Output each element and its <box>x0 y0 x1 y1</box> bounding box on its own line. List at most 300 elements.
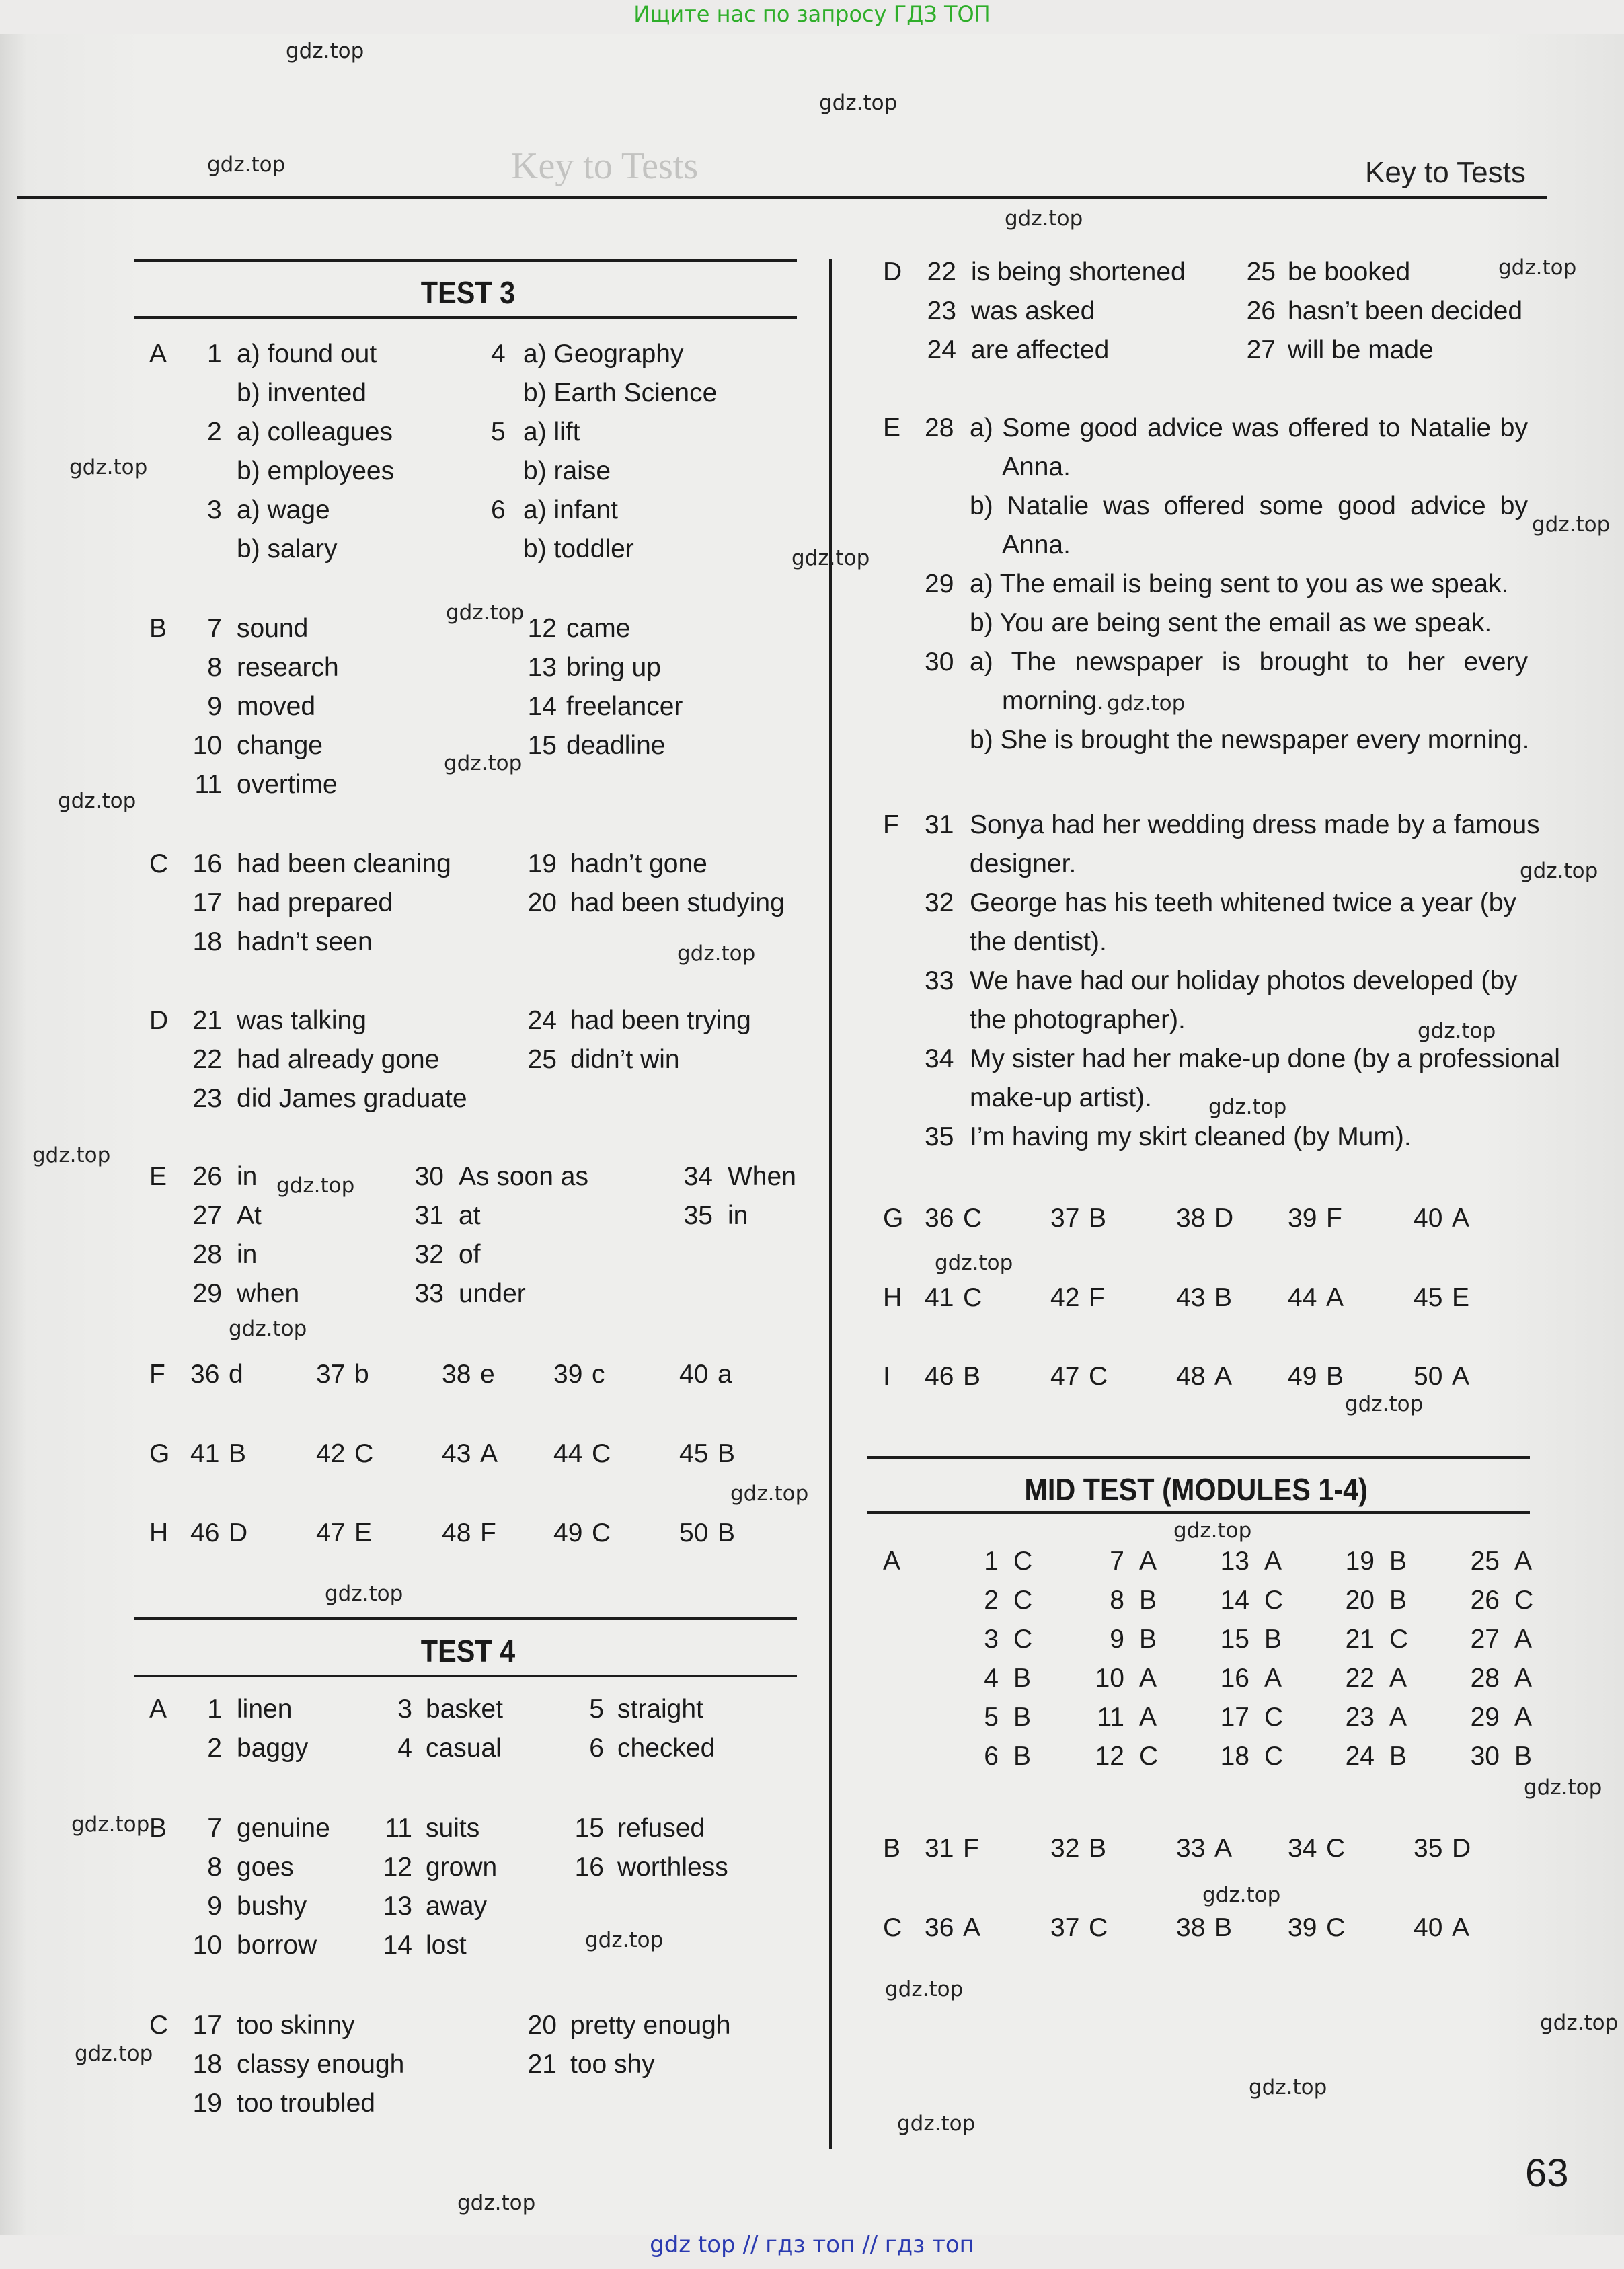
answer-text: When <box>728 1162 796 1191</box>
watermark-link: gdz.top <box>1524 1775 1602 1800</box>
item-number: 30 <box>414 1162 444 1191</box>
answer-text: B <box>1326 1362 1344 1391</box>
answer-text: c <box>592 1360 605 1389</box>
watermark-link: gdz.top <box>286 39 364 63</box>
item-number: 19 <box>192 2089 222 2118</box>
item-number: 11 <box>1097 1703 1124 1732</box>
answer-text: A <box>1264 1664 1282 1693</box>
answer-text: Anna. <box>1002 453 1071 482</box>
item-number: 49 <box>1288 1362 1317 1391</box>
section-label: F <box>883 810 899 839</box>
item-number: 24 <box>1345 1742 1375 1771</box>
item-number: 13 <box>383 1892 412 1921</box>
section-label: G <box>883 1204 904 1233</box>
answer-text: C <box>1264 1586 1284 1615</box>
answer-text: B <box>1214 1913 1233 1942</box>
answer-text: a) colleagues <box>237 418 393 447</box>
answer-text: b) salary <box>237 535 338 564</box>
item-number: 30 <box>925 648 954 677</box>
item-number: 45 <box>1414 1283 1443 1312</box>
test4-top-rule <box>134 1617 797 1620</box>
item-number: 43 <box>442 1439 471 1468</box>
answer-text: deadline <box>566 731 666 760</box>
item-number: 28 <box>925 414 954 443</box>
answer-text: had prepared <box>237 888 393 917</box>
answer-text: A <box>1389 1703 1407 1732</box>
answer-text: in <box>237 1162 258 1191</box>
item-number: 28 <box>1470 1664 1500 1693</box>
answer-text: b) invented <box>237 379 366 408</box>
watermark-link: gdz.top <box>1107 691 1186 716</box>
test3-bottom-rule <box>134 316 797 319</box>
answer-text: A <box>1139 1664 1157 1693</box>
watermark-link: gdz.top <box>585 1928 664 1952</box>
section-label: D <box>883 258 902 286</box>
item-number: 29 <box>192 1279 222 1308</box>
section-label: C <box>883 1913 902 1942</box>
test4-bottom-rule <box>134 1675 797 1677</box>
answer-text: is being shortened <box>971 258 1186 286</box>
item-number: 18 <box>192 2050 222 2079</box>
section-label: C <box>149 849 169 878</box>
answer-text: are affected <box>971 336 1110 364</box>
watermark-link: gdz.top <box>69 455 148 479</box>
watermark-link: gdz.top <box>229 1317 307 1341</box>
answer-text: refused <box>617 1814 705 1843</box>
answer-text: B <box>1013 1742 1032 1771</box>
answer-text: B <box>1514 1742 1533 1771</box>
item-number: 50 <box>1414 1362 1443 1391</box>
answer-text: a) infant <box>523 496 618 525</box>
item-number: 9 <box>1110 1625 1124 1654</box>
column-divider <box>829 259 832 2149</box>
item-number: 41 <box>925 1283 954 1312</box>
watermark-link: gdz.top <box>1208 1095 1287 1119</box>
section-label: I <box>883 1362 890 1391</box>
answer-text: be booked <box>1288 258 1411 286</box>
item-number: 19 <box>1345 1547 1375 1576</box>
answer-text: D <box>1452 1834 1471 1863</box>
item-number: 1 <box>984 1547 999 1576</box>
answer-text: B <box>718 1518 736 1547</box>
item-number: 12 <box>383 1853 412 1882</box>
section-label: A <box>149 1695 167 1724</box>
answer-text: George has his teeth whitened twice a year (by <box>970 888 1516 917</box>
item-number: 33 <box>925 966 954 995</box>
item-number: 31 <box>925 810 954 839</box>
item-number: 4 <box>984 1664 999 1693</box>
section-label: E <box>149 1162 167 1191</box>
item-number: 36 <box>190 1360 220 1389</box>
item-number: 13 <box>1220 1547 1249 1576</box>
section-label: G <box>149 1439 170 1468</box>
answer-text: hadn’t seen <box>237 927 373 956</box>
answer-text: A <box>1214 1362 1233 1391</box>
watermark-link: gdz.top <box>457 2191 536 2215</box>
item-number: 22 <box>927 258 956 286</box>
item-number: 20 <box>1345 1586 1375 1615</box>
item-number: 2 <box>207 418 222 447</box>
item-number: 43 <box>1176 1283 1206 1312</box>
answer-text: linen <box>237 1695 293 1724</box>
item-number: 21 <box>192 1006 222 1035</box>
answer-text: C <box>1139 1742 1159 1771</box>
item-number: 47 <box>1050 1362 1080 1391</box>
answer-text: freelancer <box>566 692 683 721</box>
answer-text: At <box>237 1201 262 1230</box>
section-label: B <box>883 1834 901 1863</box>
answer-text: B <box>718 1439 736 1468</box>
item-number: 6 <box>589 1734 604 1763</box>
item-number: 16 <box>574 1853 604 1882</box>
answer-text: b) employees <box>237 457 395 486</box>
answer-text: My sister had her make-up done (by a professional <box>970 1044 1560 1073</box>
item-number: 1 <box>207 1695 222 1724</box>
answer-text: F <box>480 1518 496 1547</box>
answer-text: B <box>1013 1703 1032 1732</box>
watermark-link: gdz.top <box>444 751 523 775</box>
item-number: 46 <box>925 1362 954 1391</box>
answer-text: B <box>1089 1834 1107 1863</box>
watermark-link: gdz.top <box>1249 2075 1327 2100</box>
item-number: 20 <box>527 2011 557 2040</box>
answer-text: B <box>963 1362 981 1391</box>
answer-text: goes <box>237 1853 294 1882</box>
ghost-text: Key to Tests <box>511 145 699 187</box>
answer-text: moved <box>237 692 316 721</box>
item-number: 44 <box>553 1439 583 1468</box>
answer-text: b <box>354 1360 369 1389</box>
answer-text: E <box>1452 1283 1470 1312</box>
item-number: 33 <box>1176 1834 1206 1863</box>
item-number: 40 <box>1414 1913 1443 1942</box>
section-label: A <box>149 340 167 369</box>
section-label: B <box>149 1814 167 1843</box>
answer-text: straight <box>617 1695 703 1724</box>
answer-text: lost <box>426 1931 467 1960</box>
answer-text: a) Some good advice was offered to Natalie by <box>970 414 1528 443</box>
answer-text: research <box>237 653 339 682</box>
item-number: 11 <box>194 770 222 799</box>
item-number: 44 <box>1288 1283 1317 1312</box>
answer-text: Anna. <box>1002 531 1071 560</box>
answer-text: b) Earth Science <box>523 379 718 408</box>
answer-text: pretty enough <box>570 2011 731 2040</box>
answer-text: A <box>1326 1283 1344 1312</box>
watermark-link: gdz.top <box>677 941 756 966</box>
section-label: B <box>149 614 167 643</box>
answer-text: at <box>459 1201 481 1230</box>
answer-text: As soon as <box>459 1162 588 1191</box>
item-number: 1 <box>207 340 222 369</box>
item-number: 34 <box>683 1162 713 1191</box>
answer-text: had been trying <box>570 1006 751 1035</box>
answer-text: D <box>1214 1204 1234 1233</box>
answer-text: A <box>1389 1664 1407 1693</box>
answer-text: a) The email is being sent to you as we speak. <box>970 570 1509 599</box>
item-number: 8 <box>207 1853 222 1882</box>
item-number: 8 <box>1110 1586 1124 1615</box>
answer-text: A <box>1139 1547 1157 1576</box>
answer-text: C <box>963 1204 982 1233</box>
midtest-title: MID TEST (MODULES 1-4) <box>1024 1472 1368 1507</box>
item-number: 37 <box>1050 1913 1080 1942</box>
item-number: 10 <box>192 731 222 760</box>
answer-text: genuine <box>237 1814 330 1843</box>
item-number: 7 <box>1110 1547 1124 1576</box>
item-number: 39 <box>1288 1913 1317 1942</box>
answer-text: baggy <box>237 1734 309 1763</box>
watermark-link: gdz.top <box>1532 512 1611 537</box>
item-number: 27 <box>192 1201 222 1230</box>
item-number: 9 <box>207 692 222 721</box>
item-number: 14 <box>383 1931 412 1960</box>
item-number: 12 <box>527 614 557 643</box>
item-number: 36 <box>925 1913 954 1942</box>
answer-text: F <box>1089 1283 1105 1312</box>
item-number: 6 <box>984 1742 999 1771</box>
answer-text: A <box>480 1439 498 1468</box>
item-number: 15 <box>1220 1625 1249 1654</box>
item-number: 48 <box>1176 1362 1206 1391</box>
item-number: 9 <box>207 1892 222 1921</box>
answer-text: B <box>1089 1204 1107 1233</box>
answer-text: a) Geography <box>523 340 684 369</box>
watermark-link: gdz.top <box>207 153 286 177</box>
item-number: 39 <box>1288 1204 1317 1233</box>
item-number: 36 <box>925 1204 954 1233</box>
answer-text: the dentist). <box>970 927 1107 956</box>
answer-text: C <box>1389 1625 1409 1654</box>
answer-text: away <box>426 1892 488 1921</box>
item-number: 40 <box>1414 1204 1443 1233</box>
item-number: 19 <box>527 849 557 878</box>
top-banner[interactable]: Ищите нас по запросу ГДЗ ТОП <box>633 1 991 27</box>
answer-text: worthless <box>617 1853 728 1882</box>
answer-text: a) wage <box>237 496 330 525</box>
watermark-link: gdz.top <box>1418 1019 1496 1043</box>
item-number: 49 <box>553 1518 583 1547</box>
item-number: 8 <box>207 653 222 682</box>
answer-text: casual <box>426 1734 502 1763</box>
item-number: 5 <box>491 418 506 447</box>
item-number: 34 <box>925 1044 954 1073</box>
answer-text: a) The newspaper is brought to her every <box>970 648 1528 677</box>
answer-text: C <box>1089 1913 1108 1942</box>
item-number: 14 <box>527 692 557 721</box>
item-number: 11 <box>385 1814 412 1843</box>
item-number: 23 <box>1345 1703 1375 1732</box>
watermark-link: gdz.top <box>58 789 137 813</box>
item-number: 6 <box>491 496 506 525</box>
answer-text: b) raise <box>523 457 611 486</box>
answer-text: the photographer). <box>970 1005 1186 1034</box>
item-number: 30 <box>1470 1742 1500 1771</box>
test3-top-rule <box>134 259 797 262</box>
item-number: 21 <box>527 2050 557 2079</box>
answer-text: d <box>229 1360 243 1389</box>
item-number: 29 <box>1470 1703 1500 1732</box>
item-number: 27 <box>1470 1625 1500 1654</box>
item-number: 5 <box>589 1695 604 1724</box>
answer-text: F <box>963 1834 979 1863</box>
watermark-link: gdz.top <box>897 2112 976 2136</box>
answer-text: A <box>1214 1834 1233 1863</box>
item-number: 29 <box>925 570 954 599</box>
item-number: 2 <box>207 1734 222 1763</box>
answer-text: B <box>1264 1625 1282 1654</box>
watermark-link: gdz.top <box>730 1482 809 1506</box>
answer-text: C <box>592 1439 611 1468</box>
item-number: 37 <box>1050 1204 1080 1233</box>
answer-text: A <box>1514 1625 1533 1654</box>
item-number: 23 <box>927 297 956 325</box>
watermark-link: gdz.top <box>325 1582 403 1606</box>
item-number: 26 <box>192 1162 222 1191</box>
answer-text: C <box>1264 1742 1284 1771</box>
answer-text: of <box>459 1240 481 1269</box>
answer-text: had been studying <box>570 888 785 917</box>
item-number: 41 <box>190 1439 220 1468</box>
answer-text: B <box>1389 1742 1407 1771</box>
item-number: 25 <box>1246 258 1276 286</box>
answer-text: A <box>1139 1703 1157 1732</box>
answer-text: too skinny <box>237 2011 355 2040</box>
answer-text: sound <box>237 614 309 643</box>
item-number: 25 <box>527 1045 557 1074</box>
answer-text: C <box>354 1439 374 1468</box>
item-number: 15 <box>527 731 557 760</box>
midtest-top-rule <box>867 1456 1530 1459</box>
answer-text: D <box>229 1518 248 1547</box>
answer-text: hadn’t gone <box>570 849 707 878</box>
item-number: 13 <box>527 653 557 682</box>
answer-text: A <box>1514 1664 1533 1693</box>
item-number: 17 <box>192 888 222 917</box>
item-number: 33 <box>414 1279 444 1308</box>
watermark-link: gdz.top <box>75 2042 153 2066</box>
item-number: 45 <box>679 1439 709 1468</box>
item-number: 2 <box>984 1586 999 1615</box>
watermark-link: gdz.top <box>276 1174 355 1198</box>
item-number: 47 <box>316 1518 346 1547</box>
item-number: 25 <box>1470 1547 1500 1576</box>
item-number: 27 <box>1246 336 1276 364</box>
answer-text: C <box>1326 1834 1346 1863</box>
answer-text: b) Natalie was offered some good advice by <box>970 492 1528 521</box>
item-number: 48 <box>442 1518 471 1547</box>
item-number: 38 <box>1176 1204 1206 1233</box>
answer-text: B <box>1389 1547 1407 1576</box>
item-number: 20 <box>527 888 557 917</box>
test3-title: TEST 3 <box>420 275 516 310</box>
item-number: 24 <box>527 1006 557 1035</box>
watermark-link: gdz.top <box>1540 2011 1619 2035</box>
section-label: C <box>149 2011 169 2040</box>
item-number: 10 <box>192 1931 222 1960</box>
item-number: 3 <box>984 1625 999 1654</box>
answer-text: change <box>237 731 323 760</box>
item-number: 28 <box>192 1240 222 1269</box>
answer-text: morning. <box>1002 687 1104 716</box>
answer-text: too shy <box>570 2050 655 2079</box>
answer-text: E <box>354 1518 373 1547</box>
item-number: 26 <box>1470 1586 1500 1615</box>
answer-text: in <box>728 1201 748 1230</box>
section-label: F <box>149 1360 165 1389</box>
watermark-link: gdz.top <box>446 601 525 625</box>
item-number: 16 <box>1220 1664 1249 1693</box>
watermark-link: gdz.top <box>1345 1392 1424 1416</box>
answer-text: We have had our holiday photos developed (by <box>970 966 1518 995</box>
watermark-link: gdz.top <box>1005 206 1083 231</box>
item-number: 31 <box>414 1201 444 1230</box>
section-label: D <box>149 1006 169 1035</box>
answer-text: B <box>1139 1586 1157 1615</box>
answer-text: C <box>1013 1586 1033 1615</box>
item-number: 50 <box>679 1518 709 1547</box>
answer-text: I’m having my skirt cleaned (by Mum). <box>970 1122 1412 1151</box>
answer-text: b) You are being sent the email as we speak. <box>970 609 1492 638</box>
item-number: 17 <box>192 2011 222 2040</box>
header-rule <box>17 196 1547 199</box>
item-number: 21 <box>1345 1625 1375 1654</box>
answer-text: classy enough <box>237 2050 405 2079</box>
bottom-footer[interactable]: gdz top // гдз топ // гдз топ <box>650 2231 974 2258</box>
page-number: 63 <box>1525 2151 1569 2195</box>
answer-text: overtime <box>237 770 338 799</box>
item-number: 26 <box>1246 297 1276 325</box>
item-number: 5 <box>984 1703 999 1732</box>
answer-text: when <box>237 1279 300 1308</box>
answer-text: bushy <box>237 1892 307 1921</box>
answer-text: a <box>718 1360 732 1389</box>
answer-text: A <box>1452 1913 1470 1942</box>
watermark-link: gdz.top <box>1498 256 1577 280</box>
test4-title: TEST 4 <box>420 1633 516 1668</box>
item-number: 4 <box>397 1734 412 1763</box>
item-number: 32 <box>1050 1834 1080 1863</box>
answer-text: C <box>1013 1547 1033 1576</box>
watermark-link: gdz.top <box>1520 859 1598 883</box>
answer-text: make-up artist). <box>970 1083 1152 1112</box>
item-number: 34 <box>1288 1834 1317 1863</box>
section-label: H <box>883 1283 902 1312</box>
answer-text: in <box>237 1240 258 1269</box>
answer-text: will be made <box>1288 336 1434 364</box>
item-number: 24 <box>927 336 956 364</box>
item-number: 35 <box>925 1122 954 1151</box>
item-number: 42 <box>1050 1283 1080 1312</box>
item-number: 40 <box>679 1360 709 1389</box>
answer-text: basket <box>426 1695 503 1724</box>
answer-text: b) She is brought the newspaper every morning. <box>970 726 1530 755</box>
answer-text: checked <box>617 1734 716 1763</box>
answer-text: B <box>1013 1664 1032 1693</box>
item-number: 42 <box>316 1439 346 1468</box>
answer-text: A <box>1514 1703 1533 1732</box>
page-header: Key to Tests <box>1365 156 1526 189</box>
answer-text: B <box>229 1439 247 1468</box>
item-number: 16 <box>192 849 222 878</box>
answer-text: grown <box>426 1853 498 1882</box>
answer-text: C <box>1514 1586 1534 1615</box>
answer-text: had already gone <box>237 1045 440 1074</box>
watermark-link: gdz.top <box>32 1143 111 1167</box>
watermark-link: gdz.top <box>791 546 870 570</box>
answer-text: had been cleaning <box>237 849 451 878</box>
item-number: 18 <box>192 927 222 956</box>
